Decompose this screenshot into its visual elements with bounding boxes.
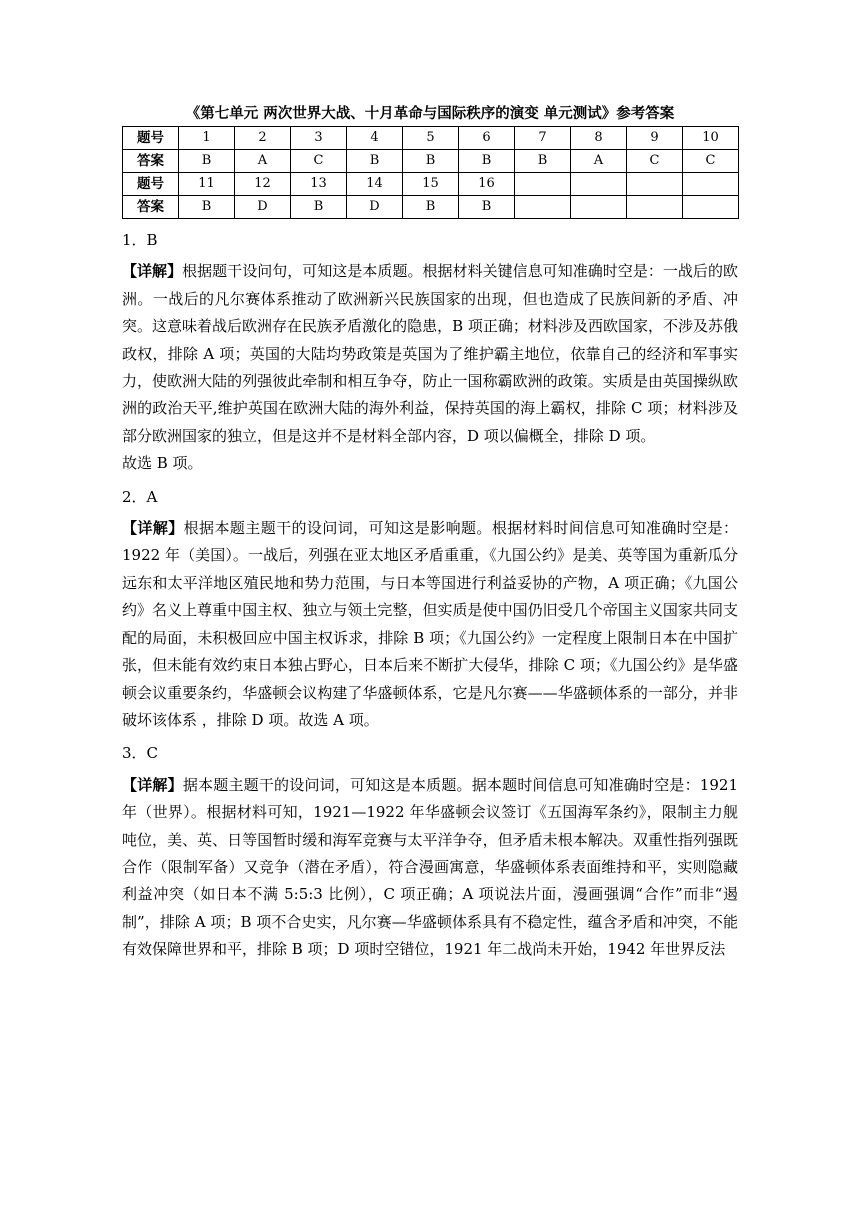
table-row [123,173,739,196]
row-label: 题号 [123,127,179,150]
table-cell: B [459,150,515,173]
table-cell [627,196,683,219]
table-cell [515,173,571,196]
document-title: 《第七单元 两次世界大战、十月革命与国际秩序的演变 单元测试》参考答案 [185,105,675,122]
table-cell: 11 [179,173,235,196]
table-cell: B [179,196,235,219]
table-cell: 7 [515,127,571,150]
explanation-line: 军事实力，使欧洲大陆的列强彼此牵制和相互争夺，防止一国称霸欧洲的政策。实质是由英 [122,344,738,391]
explanation-line: 分远东和太平洋地区殖民地和势力范围，与日本等国进行利益妥协的产物，A 项正确；《九 [122,546,738,592]
question-number: 2．A [122,487,158,506]
table-cell: B [347,150,403,173]
detail-tag: 【详解】 [122,775,183,794]
table-cell: 15 [403,173,459,196]
table-cell: D [347,196,403,219]
table-cell [683,173,739,196]
explanation-line: 欧洲。一战后的凡尔赛体系推动了欧洲新兴民族国家的出现，但也造成了民族间新的矛盾、 [122,262,738,308]
question-number: 3．C [122,744,159,763]
explanation-line: 约》是华盛顿会议重要条约，华盛顿会议构建了华盛顿体系，它是凡尔赛——华盛顿体系的 [122,656,738,702]
explanation-line: 吨位，美、英、日等国暂时缓和海军竞赛与太平洋争夺，但矛盾未根本解决。双重性指列强 [122,830,723,849]
table-cell: 3 [291,127,347,150]
explanation-line: 根据本题主题干的设问词，可知这是影响题。根据材料时间信息可知准确时空是： [183,519,738,538]
table-cell: B [459,196,515,219]
row-label: 答案 [123,150,179,173]
table-cell: 9 [627,127,683,150]
explanation-line: 材料涉及部分欧洲国家的独立，但是这并不是材料全部内容，D 项以偏概全，排除 D 项。 [122,399,738,445]
table-cell: D [235,196,291,219]
table-cell: B [291,196,347,219]
table-cell: C [291,150,347,173]
explanation-line: 根据题干设问句，可知这是本质题。根据材料关键信息可知准确时空是：一战后的 [182,262,723,281]
table-cell: 10 [683,127,739,150]
explanation-line: 国操纵欧洲的政治天平,维护英国在欧洲大陆的海外利益，保持英国的海上霸权，排除 C 项； [122,372,738,418]
explanation-line: 能有效保障世界和平，排除 B 项；D 项时空错位，1921 年二战尚未开始，1942 年世界反法 [122,912,738,959]
question-explanation [122,772,738,964]
explanation-line: 年（世界）。根据材料可知，1921—1922 年华盛顿会议签订《五国海军条约》，限制主力舰 [122,803,738,822]
table-cell [683,196,739,219]
table-cell: 14 [347,173,403,196]
answer-table [122,126,739,219]
table-cell: 12 [235,173,291,196]
detail-tag: 【详解】 [122,262,183,281]
explanation-line: 隐藏利益冲突（如日本不满 5:5:3 比例），C 项正确；A 项说法片面，漫画强调“合作”而非“遏 [122,857,738,904]
explanation-line: 据本题主题干的设问词，可知这是本质题。据本题时间信息可知准确时空是：1921 [182,775,738,794]
explanation-line: 国公约》名义上尊重中国主权、独立与领土完整，但实质是使中国仍旧受几个帝国主义国家 [122,573,738,620]
table-cell: B [179,150,235,173]
explanation-line: 既合作（限制军备）又竞争（潜在矛盾），符合漫画寓意，华盛顿体系表面维持和平，实则 [122,830,738,876]
row-label: 题号 [123,173,179,196]
table-cell: B [515,150,571,173]
table-cell [515,196,571,219]
explanation-line: 苏俄政权，排除 A 项；英国的大陆均势政策是英国为了维护霸主地位，依靠自己的经济和 [122,317,738,363]
explanation-line: 共同支配的局面，未积极回应中国主权诉求，排除 B 项；《九国公约》一定程度上限制日本 [122,601,738,647]
table-cell: 1 [179,127,235,150]
detail-tag: 【详解】 [122,519,184,538]
table-cell: 13 [291,173,347,196]
table-cell: 4 [347,127,403,150]
table-cell: 5 [403,127,459,150]
table-cell: A [235,150,291,173]
explanation-line: 在中国扩张，但未能有效约束日本独占野心，日本后来不断扩大侵华，排除 C 项；《九国公 [122,628,738,675]
explanation-line: 冲突。这意味着战后欧洲存在民族矛盾激化的隐患，B 项正确；材料涉及西欧国家，不涉及 [122,289,738,336]
table-cell: 16 [459,173,515,196]
table-cell: C [683,150,739,173]
table-cell: 6 [459,127,515,150]
table-cell: B [403,150,459,173]
table-cell [571,173,627,196]
row-label: 答案 [123,196,179,219]
table-cell: B [403,196,459,219]
explanation-line: 1922 年（美国）。一战后，列强在亚太地区矛盾重重，《九国公约》是美、英等国为重新瓜 [122,546,723,565]
table-cell: 2 [235,127,291,150]
table-row [123,127,739,150]
table-row [123,150,739,173]
table-cell [627,173,683,196]
question-number: 1．B [122,231,158,249]
table-cell: 8 [571,127,627,150]
table-row [123,196,739,219]
table-cell: A [571,150,627,173]
table-cell: C [627,150,683,173]
explanations [122,227,738,970]
table-cell [571,196,627,219]
question-explanation [122,258,738,477]
explanation-line: 制”，排除 A 项；B 项不合史实，凡尔赛—华盛顿体系具有不稳定性，蕴含矛盾和冲突，不 [122,912,723,931]
explanation-line: 故选 B 项。 [122,454,203,473]
question-explanation [122,515,738,734]
explanation-line: 一部分，并非破坏该体系 ，排除 D 项。故选 A 项。 [122,683,738,729]
